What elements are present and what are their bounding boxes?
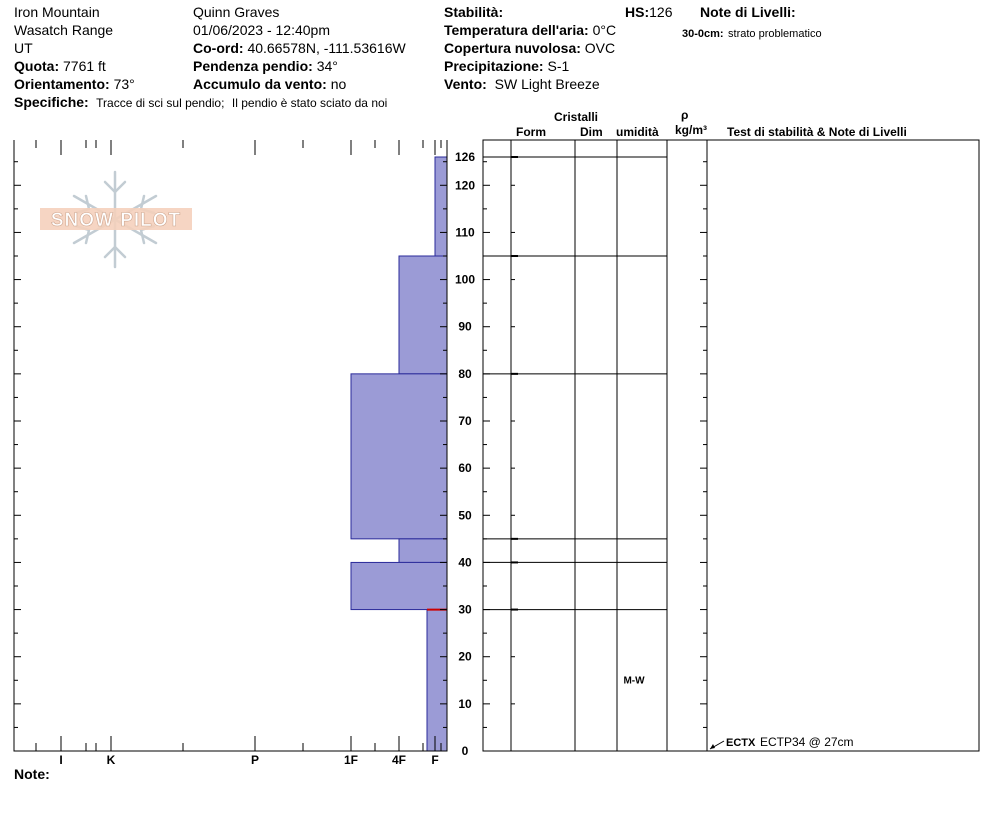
hardness-tick-label: 1F <box>343 753 359 767</box>
height-tick-label: 60 <box>458 461 472 476</box>
slope-value: 34° <box>316 58 338 74</box>
form-header: Form <box>516 125 546 139</box>
height-tick-label: 30 <box>458 602 472 617</box>
elevation-label: Quota: <box>14 58 60 74</box>
test-arrow-icon <box>710 744 715 749</box>
hardness-layer-bar <box>351 374 447 539</box>
crystals-header: Cristalli <box>554 110 599 124</box>
stability-label: Stabilità: <box>444 4 504 20</box>
sky-value: OVC <box>584 40 616 56</box>
height-tick-label: 90 <box>458 319 472 334</box>
moisture-label: M-W <box>623 675 645 687</box>
density-unit-header: kg/m³ <box>675 123 708 137</box>
wind-value: SW Light Breeze <box>494 76 600 92</box>
snowflake-logo-icon <box>40 172 192 267</box>
datetime: 01/06/2023 - 12:40pm <box>193 22 330 38</box>
state: UT <box>14 40 33 56</box>
hardness-tick-label: F <box>431 753 439 767</box>
elevation-value: 7761 ft <box>63 58 106 74</box>
hardness-layer-bar <box>399 539 447 563</box>
aspect-value: 73° <box>113 76 135 92</box>
slope-label: Pendenza pendio: <box>193 58 313 74</box>
aspect-label: Orientamento: <box>14 76 110 92</box>
hardness-tick-label: I <box>59 753 63 767</box>
precip-value: S-1 <box>547 58 570 74</box>
specifics-value-1: Tracce di sci sul pendio; <box>96 96 225 110</box>
height-tick-label: 100 <box>454 272 476 287</box>
air-temp-value: 0°C <box>592 22 617 38</box>
sky-label: Copertura nuvolosa: <box>444 40 581 56</box>
height-tick-label: 40 <box>458 555 472 570</box>
layer-notes-label: Note di Livelli: <box>700 4 796 20</box>
height-tick-label: 80 <box>458 366 472 381</box>
specifics-value-2: Il pendio è stato sciato da noi <box>231 96 388 110</box>
height-tick-label: 110 <box>455 225 475 240</box>
size-header: Dim <box>580 125 603 139</box>
hardness-tick-label: K <box>106 753 116 767</box>
hardness-layer-bar <box>399 256 447 374</box>
air-temp-label: Temperatura dell'aria: <box>444 22 589 38</box>
note-label: Note: <box>14 766 50 782</box>
precip-label: Precipitazione: <box>444 58 544 74</box>
specifics-label: Specifiche: <box>14 94 89 110</box>
rho-header: ρ <box>681 108 689 122</box>
height-tick-label: 120 <box>454 178 476 193</box>
height-tick-label: 126 <box>454 150 476 164</box>
hardness-layer-bar <box>351 562 447 609</box>
test-code: ECTX <box>726 737 756 749</box>
location: Iron Mountain <box>14 4 100 20</box>
layers-table-frame <box>483 140 979 751</box>
coord-value: 40.66578N, -111.53616W <box>247 40 406 56</box>
hardness-tick-label: 4F <box>391 753 407 767</box>
height-tick-label: 20 <box>458 649 472 664</box>
height-tick-label: 0 <box>461 744 469 758</box>
coord-label: Co-ord: <box>193 40 244 56</box>
moisture-header: umidità <box>616 125 659 139</box>
height-tick-label: 50 <box>458 508 472 523</box>
height-tick-label: 70 <box>458 414 472 428</box>
hardness-tick-label: P <box>250 753 260 767</box>
observer: Quinn Graves <box>193 4 280 20</box>
layer-note-text: strato problematico <box>728 28 822 40</box>
wind-loading-value: no <box>330 76 347 92</box>
tests-header: Test di stabilità & Note di Livelli <box>727 125 907 139</box>
wind-loading-label: Accumulo da vento: <box>193 76 327 92</box>
range: Wasatch Range <box>14 22 114 38</box>
hs-value: 126 <box>649 4 673 20</box>
test-result: ECTP34 @ 27cm <box>760 735 854 749</box>
layer-note-depth: 30-0cm: <box>682 28 724 40</box>
wind-label: Vento: <box>444 76 487 92</box>
logo-text: SNOW PILOT <box>50 210 182 231</box>
height-tick-label: 10 <box>458 696 472 711</box>
hardness-layer-bar <box>435 157 447 256</box>
hs-label: HS: <box>625 4 650 20</box>
